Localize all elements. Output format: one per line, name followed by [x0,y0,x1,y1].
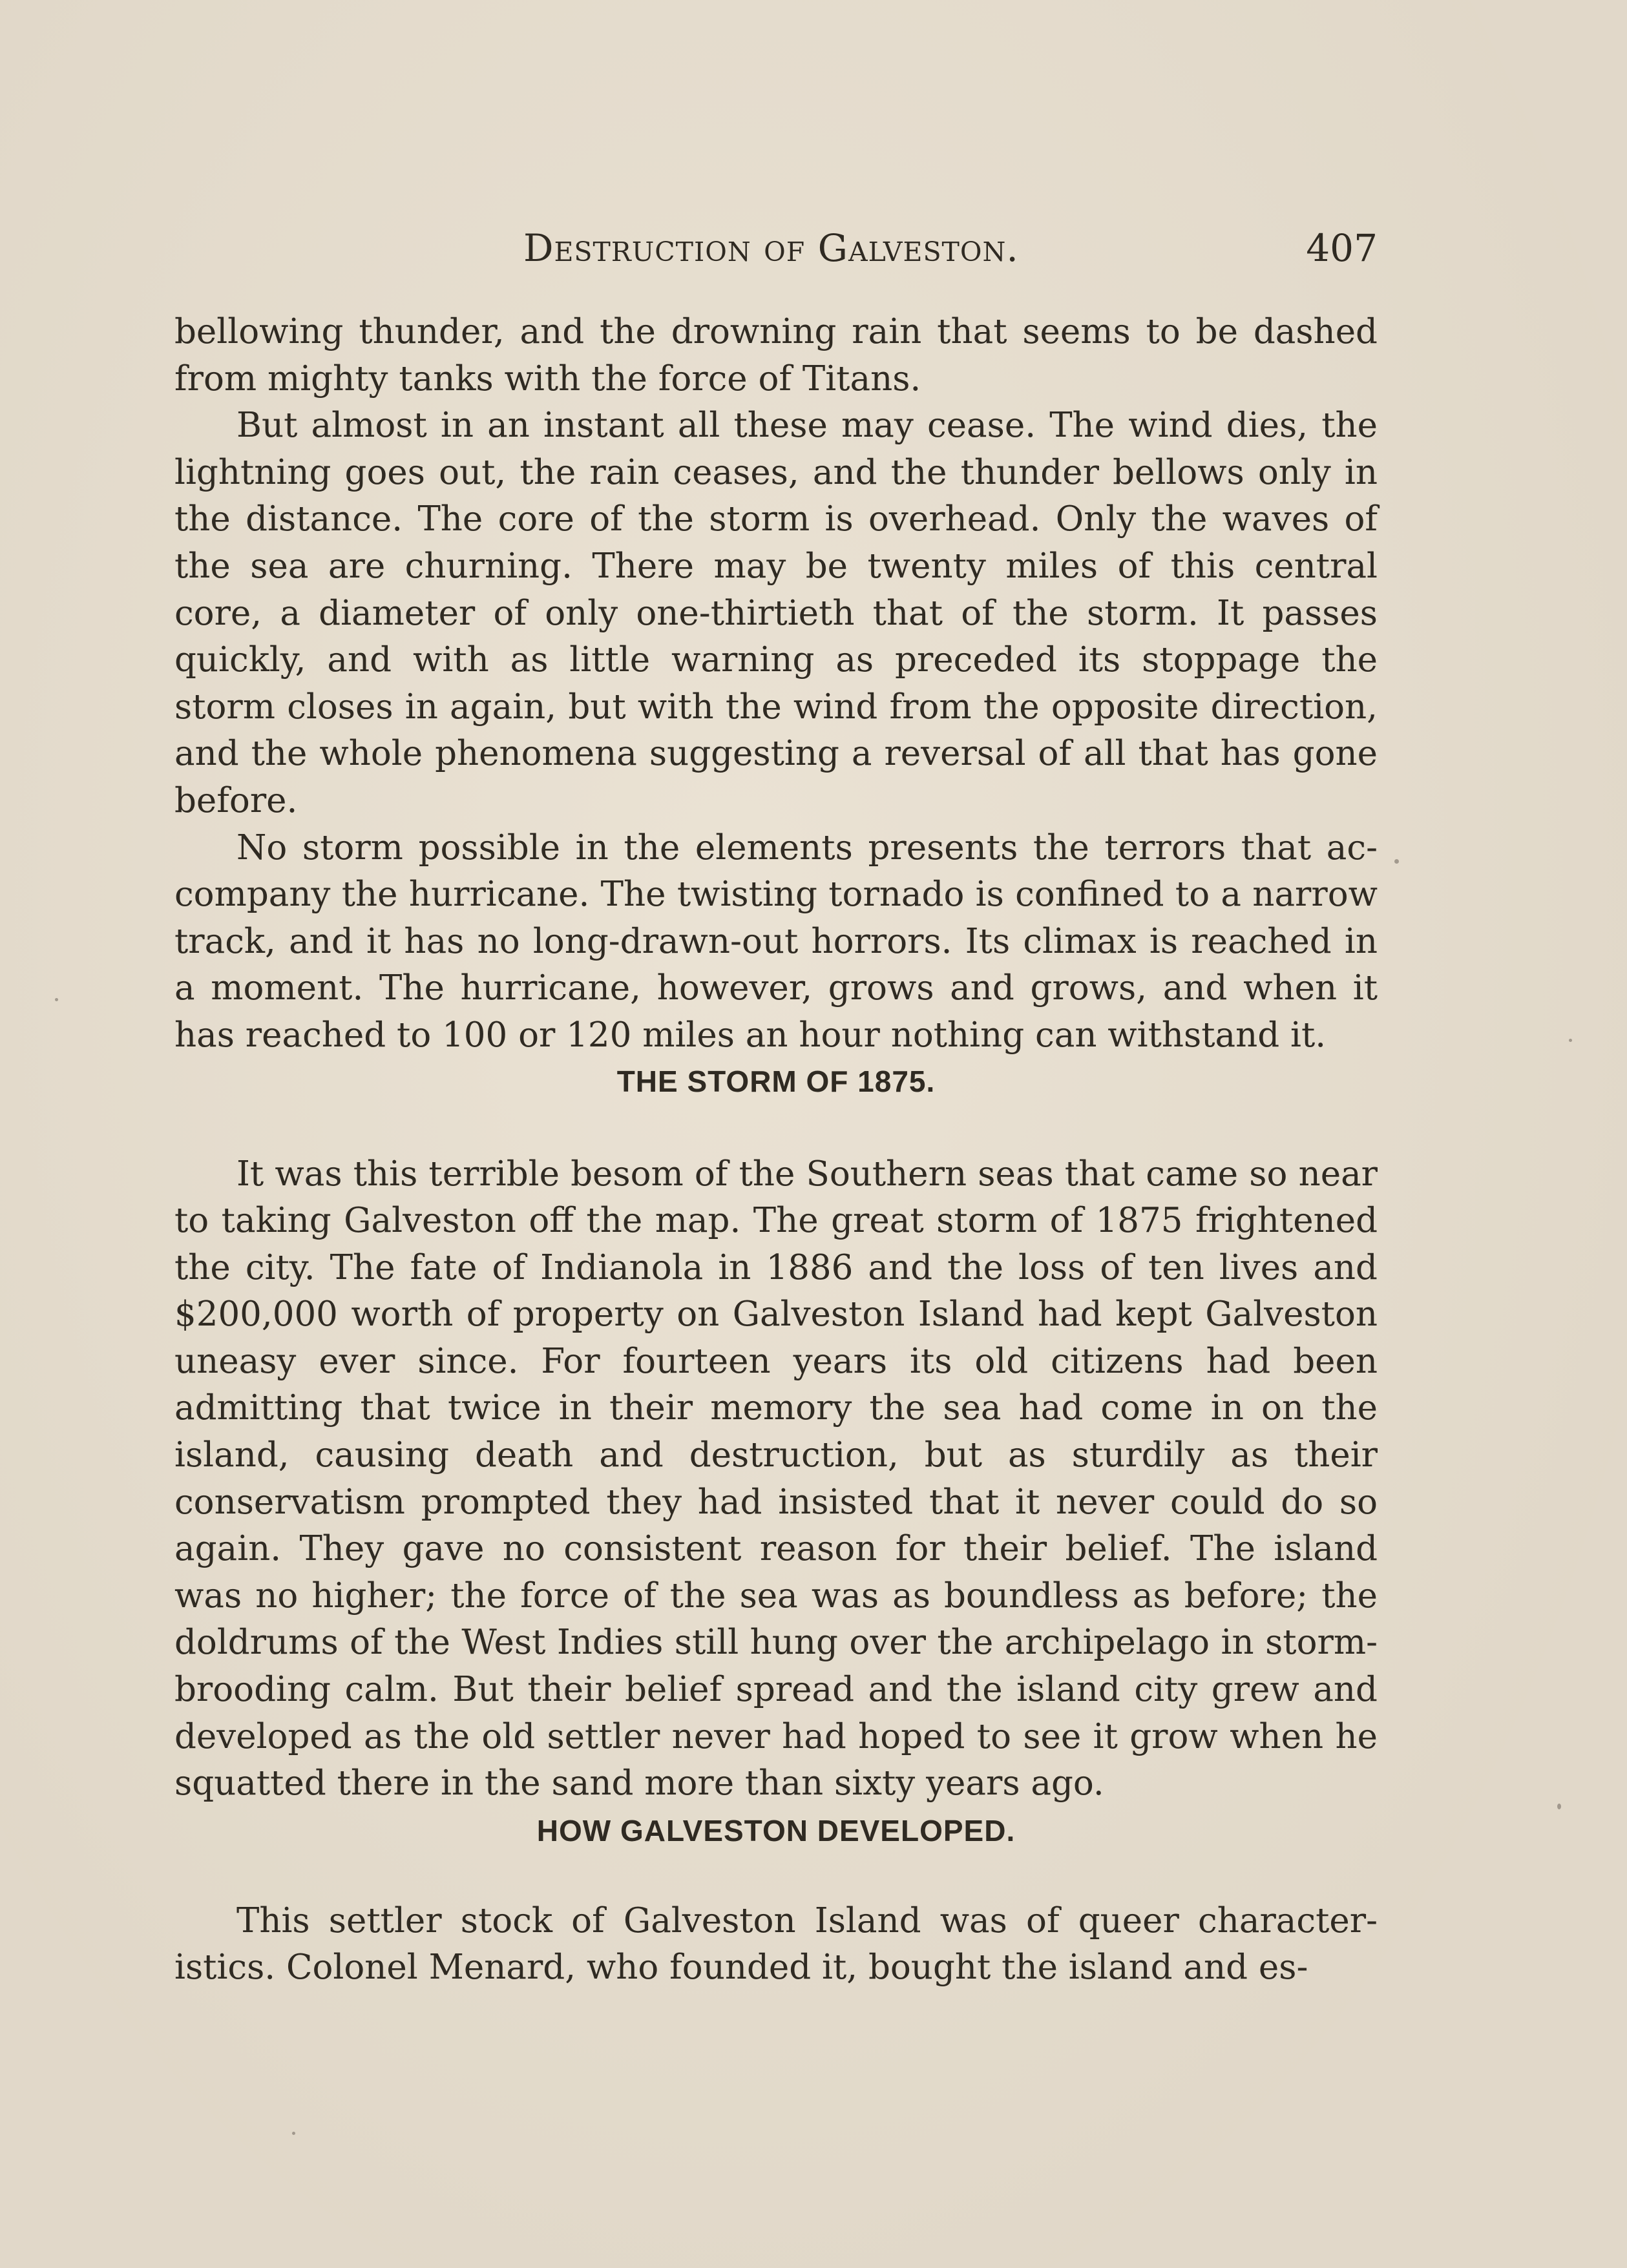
paragraph-settler-stock: This settler stock of Galveston Island was of queer characteristics. Colonel Menard, who founded it, bought the island and es- [174,1900,1378,1988]
paper-speck [1557,1804,1561,1809]
paper-speck [55,998,58,1001]
paragraph-continuation: bellowing thunder, and the drowning rain that seems to be dashed from mighty tanks with the force of Titans. [174,312,1378,399]
running-title: Destruction of Galveston. [523,226,1019,270]
paper-speck [1569,1039,1572,1042]
heading-storm-of-1875: THE STORM OF 1875. [616,1064,936,1098]
running-head [174,226,1378,278]
body-text [174,309,1378,1992]
paragraph-galveston-history: It was this terrible besom of the Southern seas that came so near to taking Galveston off the map. The great storm of 1875 frightened the city. The fate of Indianola in 1886 and the loss of ten lives and $200,000 worth of property on Galveston Island had kept Galveston uneasy ever since. For fourteen years its old citizens had been admitting that twice in their memory the sea had come in on the island, causing death and destruction, but as sturdily as their conservatism prompted they had insisted that it never could do so again. They gave no consistent reason for their belief. The island was no higher; the force of the sea was as boundless as before; the doldrums of the West Indies still hung over the archipelago in storm-brooding calm. But their belief spread and the island city grew and developed as the old settler never had hoped to see it grow when he squatted there in the sand more than sixty years ago. [174,1154,1378,1804]
paragraph-storm-core: But almost in an instant all these may cease. The wind dies, the lightning goes out, the rain ceases, and the thunder bellows only in the distance. The core of the storm is overhead. Only the waves of the sea are churning. There may be twenty miles of this central core, a diameter of only one-thirtieth that of the storm. It passes quickly, and with as little warning as preceded its stoppage the storm closes in again, but with the wind from the opposite direction, and the whole phenomena suggesting a reversal of all that has gone before. [174,406,1378,820]
page-number: 407 [1306,226,1378,270]
paper-speck [1394,859,1399,864]
paper-speck [292,2132,295,2135]
paragraph-hurricane-terrors: No storm possible in the elements presents the terrors that accompany the hurricane. The twisting tornado is confined to a narrow track, and it has no long-drawn-out horrors. Its climax is reached in a moment. The hurricane, however, grows and grows, and when it has reached to 100 or 120 miles an hour nothing can withstand it. [174,827,1378,1055]
heading-how-galveston-developed: HOW GALVESTON DEVELOPED. [536,1813,1016,1847]
